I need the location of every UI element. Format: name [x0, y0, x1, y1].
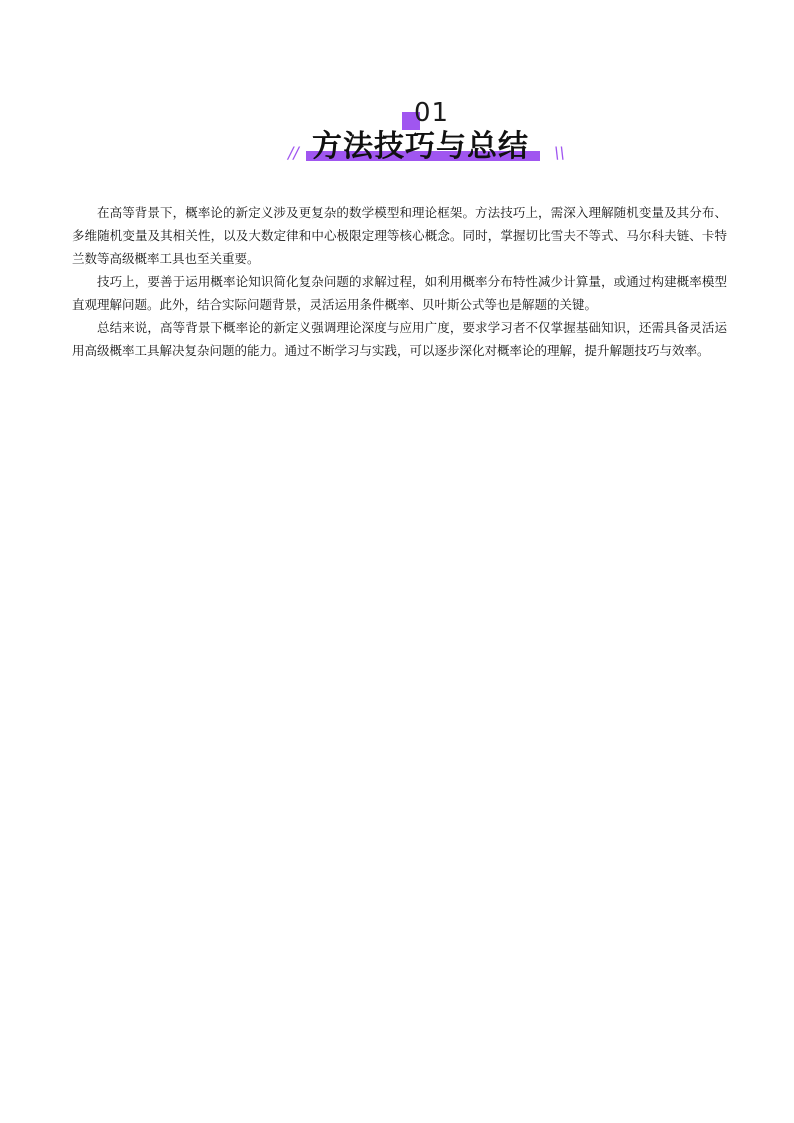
right-slash-decoration: \\: [554, 143, 565, 162]
paragraph-3: 总结来说，高等背景下概率论的新定义强调理论深度与应用广度，要求学习者不仅掌握基础知识，还需具备灵活运用高级概率工具解决复杂问题的能力。通过不断学习与实践，可以逐步深化对概率论的理解，提升解题技巧与效率。: [72, 320, 727, 358]
paragraph-1: 在高等背景下，概率论的新定义涉及更复杂的数学模型和理论框架。方法技巧上，需深入理解随机变量及其分布、多维随机变量及其相关性，以及大数定律和中心极限定理等核心概念。同时，掌握切比雪夫不等式、马尔科夫链、卡特兰数等高级概率工具也至关重要。: [72, 205, 727, 266]
section-number-block: [402, 96, 462, 132]
section-header: [0, 90, 794, 170]
left-slash-decoration: //: [288, 143, 299, 162]
paragraph-2: 技巧上，要善于运用概率论知识简化复杂问题的求解过程，如利用概率分布特性减少计算量，或通过构建概率模型直观理解问题。此外，结合实际问题背景，灵活运用条件概率、贝叶斯公式等也是解题的关键。: [72, 274, 727, 312]
section-number: 01: [414, 98, 450, 128]
body-text: [72, 201, 727, 362]
section-title: 方法技巧与总结: [312, 129, 529, 164]
section-title-block: [288, 130, 568, 166]
